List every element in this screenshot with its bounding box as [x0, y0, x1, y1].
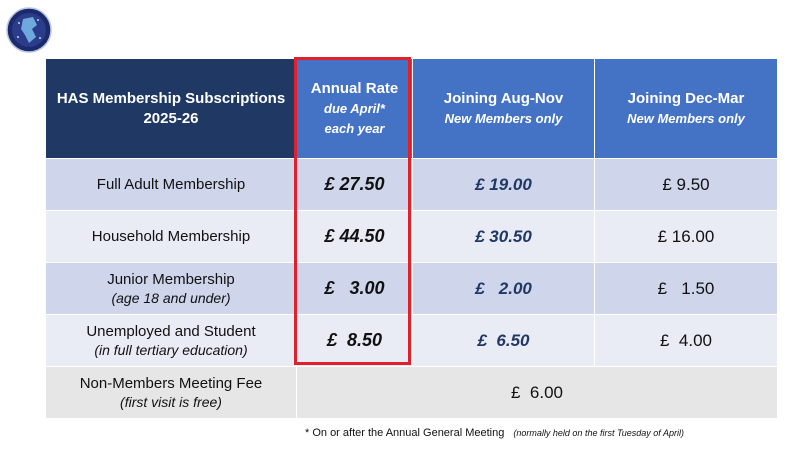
row-label-note: (in full tertiary education) [94, 341, 248, 358]
dec-mar-header [595, 59, 778, 159]
footnote-fine: (normally held on the first Tuesday of April) [513, 428, 684, 438]
table-title-line1: HAS Membership Subscriptions [56, 89, 286, 107]
aug-nov-value: £ 2.00 [413, 263, 595, 315]
row-label-text: Unemployed and Student [86, 322, 256, 340]
table-row [46, 159, 778, 211]
annual-rate-sub1: due April* [324, 100, 385, 116]
annual-rate-value: £ 44.50 [297, 211, 413, 263]
table-title-cell [46, 59, 297, 159]
annual-rate-value: £ 8.50 [297, 315, 413, 367]
aug-nov-value: £ 6.50 [413, 315, 595, 367]
aug-nov-value: £ 30.50 [413, 211, 595, 263]
aug-nov-title: Joining Aug-Nov [443, 89, 564, 107]
aug-nov-sub: New Members only [444, 110, 563, 126]
table-row [46, 211, 778, 263]
nonmember-label-text: Non-Members Meeting Fee [79, 374, 263, 392]
dec-mar-value: £ 9.50 [595, 159, 778, 211]
annual-rate-title: Annual Rate [310, 79, 399, 97]
row-label [46, 263, 297, 315]
row-label [46, 211, 297, 263]
nonmember-label [46, 367, 297, 419]
membership-table [45, 58, 778, 419]
dec-mar-title: Joining Dec-Mar [627, 89, 745, 107]
dec-mar-value: £ 16.00 [595, 211, 778, 263]
dec-mar-value: £ 4.00 [595, 315, 778, 367]
annual-rate-value: £ 27.50 [297, 159, 413, 211]
nonmember-note: (first visit is free) [120, 393, 222, 410]
table-header-row [46, 59, 778, 159]
footnote-main: * On or after the Annual General Meeting [305, 427, 505, 439]
table-row [46, 263, 778, 315]
nonmember-row [46, 367, 778, 419]
annual-rate-sub2: each year [324, 120, 385, 136]
row-label [46, 315, 297, 367]
annual-rate-value: £ 3.00 [297, 263, 413, 315]
annual-rate-header [297, 59, 413, 159]
footnote [305, 427, 684, 439]
row-label-text: Household Membership [91, 228, 251, 245]
row-label-note: (age 18 and under) [111, 289, 231, 306]
table-title-line2: 2025-26 [143, 109, 199, 127]
row-label-text: Junior Membership [107, 270, 235, 288]
aug-nov-header [413, 59, 595, 159]
row-label-text: Full Adult Membership [96, 176, 246, 193]
aug-nov-value: £ 19.00 [413, 159, 595, 211]
row-label [46, 159, 297, 211]
nonmember-fee: £ 6.00 [297, 367, 778, 419]
dec-mar-value: £ 1.50 [595, 263, 778, 315]
society-logo-icon [5, 5, 53, 55]
table-row [46, 315, 778, 367]
dec-mar-sub: New Members only [627, 110, 745, 126]
